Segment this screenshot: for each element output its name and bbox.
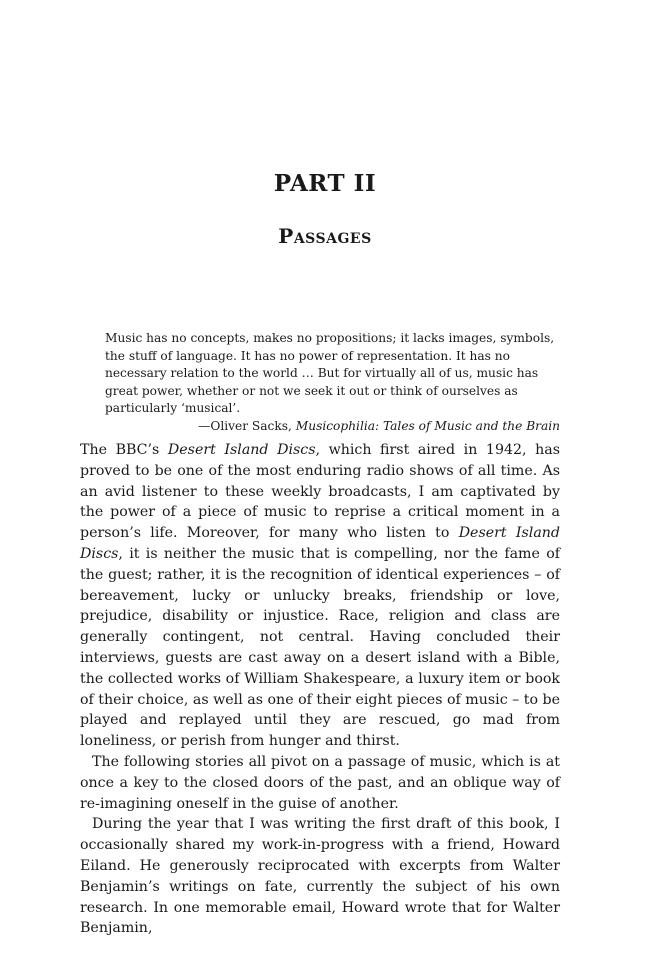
epigraph-quote: Music has no concepts, makes no propositions; it lacks images, symbols, the stuff of language. It has no power of representation. It has no necessary relation to the world … But for virtually all of us, music has great power, whether or not we seek it out or think of ourselves as particularly ‘musical’. xyxy=(105,331,555,416)
body-text xyxy=(80,440,560,939)
paragraph-1-italic-title-2: Desert Island Discs xyxy=(80,525,560,562)
paragraph-3: During the year that I was writing the first draft of this book, I occasionally shared my work-in-progress with a friend, Howard Eiland. He generously reciprocated with excerpts from Walter Benjamin’s writings on fate, currently the subject of his own research. In one memorable email, Howard wrote that for Walter Benjamin, xyxy=(80,816,560,937)
paragraph-1-italic-title-1: Desert Island Discs xyxy=(167,442,316,458)
epigraph-attribution-author: —Oliver Sacks, xyxy=(198,418,296,433)
paragraph-1-text-c: , it is neither the music that is compelling, nor the fame of the guest; rather, it is the recognition of identical experiences – of bereavement, lucky or unlucky breaks, friendship or love, prejudice, disability or injustice. Race, religion and class are generally contingent, not central. Having concluded their interviews, guests are cast away on a desert island with a Bible, the collected works of William Shakespeare, a luxury item or book of their choice, as well as one of their eight pieces of music – to be played and replayed until they are rescued, go mad from loneliness, or perish from hunger and thirst. xyxy=(80,545,560,750)
paragraph-1 xyxy=(80,440,560,752)
epigraph-attribution xyxy=(105,418,560,436)
epigraph-attribution-work: Musicophilia: Tales of Music and the Brain xyxy=(295,418,560,433)
paragraph-2: The following stories all pivot on a passage of music, which is at once a key to the closed doors of the past, and an oblique way of re-imagining oneself in the guise of another. xyxy=(80,753,560,812)
part-number-heading: PART II xyxy=(273,170,377,197)
paragraph-1-text-a: The BBC’s xyxy=(80,442,168,458)
part-title-heading: Passages xyxy=(278,224,372,248)
epigraph xyxy=(105,330,560,436)
paragraph-1-text-b: , which first aired in 1942, has proved to be one of the most enduring radio shows of all time. As an avid listener to these weekly broadcasts, I am captivated by the power of a piece of music to reprise a critical moment in a person’s life. Moreover, for many who listen to xyxy=(80,442,560,542)
